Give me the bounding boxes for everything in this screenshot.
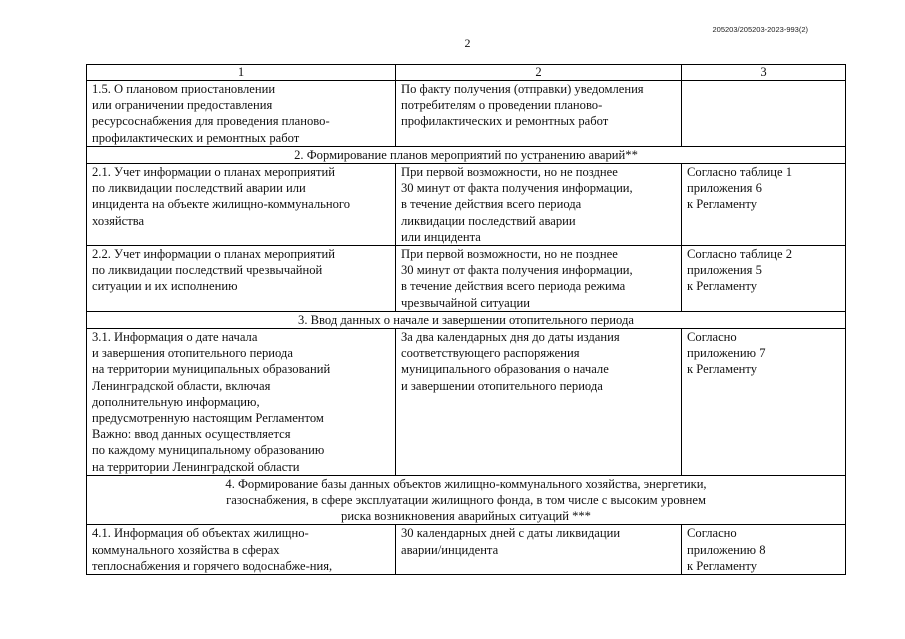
- item-form-cell: Согласно приложению 7 к Регламенту: [682, 329, 846, 476]
- item-description-cell: 4.1. Информация об объектах жилищно- коммунального хозяйства в сферах теплоснабжения и горячего водоснабже-ния,: [87, 525, 396, 575]
- table-row: [87, 246, 846, 312]
- item-form-cell: Согласно приложению 8 к Регламенту: [682, 525, 846, 575]
- page-number: 2: [464, 36, 471, 50]
- table-header-row: [87, 65, 846, 81]
- regulation-table: [86, 64, 846, 575]
- item-deadline-cell: 30 календарных дней с даты ликвидации аварии/инцидента: [396, 525, 682, 575]
- table-row: [87, 329, 846, 476]
- column-header-2: 2: [396, 65, 682, 81]
- item-deadline-cell: По факту получения (отправки) уведомления потребителям о проведении планово- профилактических и ремонтных работ: [396, 81, 682, 147]
- item-form-cell: Согласно таблице 1 приложения 6 к Регламенту: [682, 164, 846, 246]
- item-deadline-cell: За два календарных дня до даты издания соответствующего распоряжения муниципального образования о начале и завершении отопительного периода: [396, 329, 682, 476]
- item-deadline-cell: При первой возможности, но не позднее 30 минут от факта получения информации, в течение действия всего периода ликвидации последствий аварии или инцидента: [396, 164, 682, 246]
- section-row: [87, 475, 846, 525]
- table-row: [87, 525, 846, 575]
- document-id: 205203/205203-2023-993(2): [712, 25, 808, 34]
- item-deadline-cell: При первой возможности, но не позднее 30 минут от факта получения информации, в течение действия всего периода режима чрезвычайной ситуации: [396, 246, 682, 312]
- item-description-cell: 2.2. Учет информации о планах мероприятий по ликвидации последствий чрезвычайной ситуации и их исполнению: [87, 246, 396, 312]
- column-header-1: 1: [87, 65, 396, 81]
- table-row: [87, 81, 846, 147]
- section-heading: 4. Формирование базы данных объектов жилищно-коммунального хозяйства, энергетики, газоснабжения, в сфере эксплуатации жилищного фонда, в том числе с высоким уровнем риска возникновения аварийных ситуаций ***: [87, 475, 846, 525]
- item-form-cell: [682, 81, 846, 147]
- column-header-3: 3: [682, 65, 846, 81]
- item-description-cell: 3.1. Информация о дате начала и завершения отопительного периода на территории муниципальных образований Ленинградской области, включая дополнительную информацию, предусмотренную настоящим Регламентом Важно: ввод данных осуществляется по каждому муниципальному образованию на территории Ленинградской области: [87, 329, 396, 476]
- section-row: [87, 311, 846, 328]
- section-heading: 3. Ввод данных о начале и завершении отопительного периода: [87, 311, 846, 328]
- item-form-cell: Согласно таблице 2 приложения 5 к Регламенту: [682, 246, 846, 312]
- table-row: [87, 164, 846, 246]
- item-description-cell: 2.1. Учет информации о планах мероприятий по ликвидации последствий аварии или инцидента на объекте жилищно-коммунального хозяйства: [87, 164, 396, 246]
- section-row: [87, 146, 846, 163]
- section-heading: 2. Формирование планов мероприятий по устранению аварий**: [87, 146, 846, 163]
- item-description-cell: 1.5. О плановом приостановлении или ограничении предоставления ресурсоснабжения для проведения планово- профилактических и ремонтных работ: [87, 81, 396, 147]
